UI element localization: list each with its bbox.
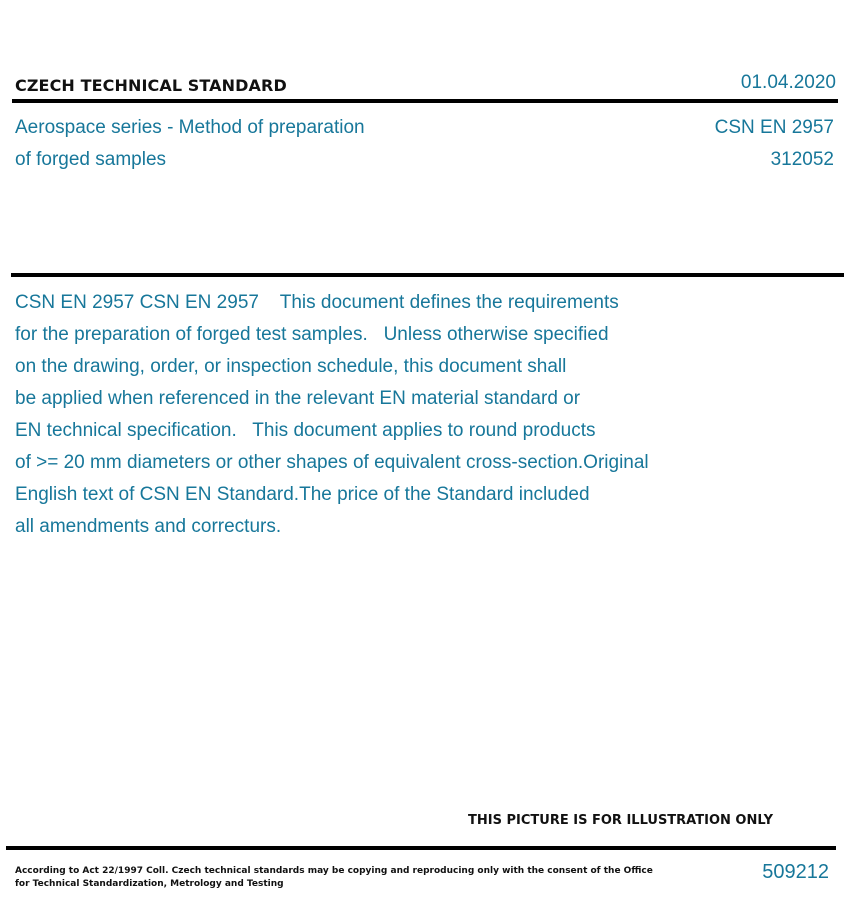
standard-codes xyxy=(715,112,834,176)
catalog-number: 509212 xyxy=(762,861,829,883)
abstract-line: English text of CSN EN Standard.The price of the Standard included xyxy=(15,484,590,505)
abstract-text xyxy=(15,287,815,543)
abstract-line: CSN EN 2957 CSN EN 2957 This document defines the requirements xyxy=(15,292,619,313)
abstract-line: for the preparation of forged test samples. Unless otherwise specified xyxy=(15,324,609,345)
footer-rule xyxy=(6,846,836,850)
document-type-label: CZECH TECHNICAL STANDARD xyxy=(15,76,287,95)
header-rule xyxy=(12,99,838,103)
abstract-line: all amendments and correcturs. xyxy=(15,516,282,537)
classification-code: 312052 xyxy=(770,149,834,170)
abstract-line: on the drawing, order, or inspection schedule, this document shall xyxy=(15,356,567,377)
copyright-notice xyxy=(15,865,653,891)
illustration-notice: THIS PICTURE IS FOR ILLUSTRATION ONLY xyxy=(468,813,773,828)
publication-date: 01.04.2020 xyxy=(740,72,836,93)
copyright-line: According to Act 22/1997 Coll. Czech technical standards may be copying and reproducing only with the consent of the Office xyxy=(15,866,653,876)
copyright-line: for Technical Standardization, Metrology and Testing xyxy=(15,879,284,889)
abstract-line: EN technical specification. This document applies to round products xyxy=(15,420,596,441)
section-rule xyxy=(11,273,844,277)
standard-number: CSN EN 2957 xyxy=(714,117,834,138)
abstract-line: be applied when referenced in the relevant EN material standard or xyxy=(15,388,581,409)
title-line: Aerospace series - Method of preparation xyxy=(15,117,365,138)
title-line: of forged samples xyxy=(15,149,167,170)
standard-title xyxy=(15,112,365,176)
abstract-line: of >= 20 mm diameters or other shapes of equivalent cross-section.Original xyxy=(15,452,649,473)
